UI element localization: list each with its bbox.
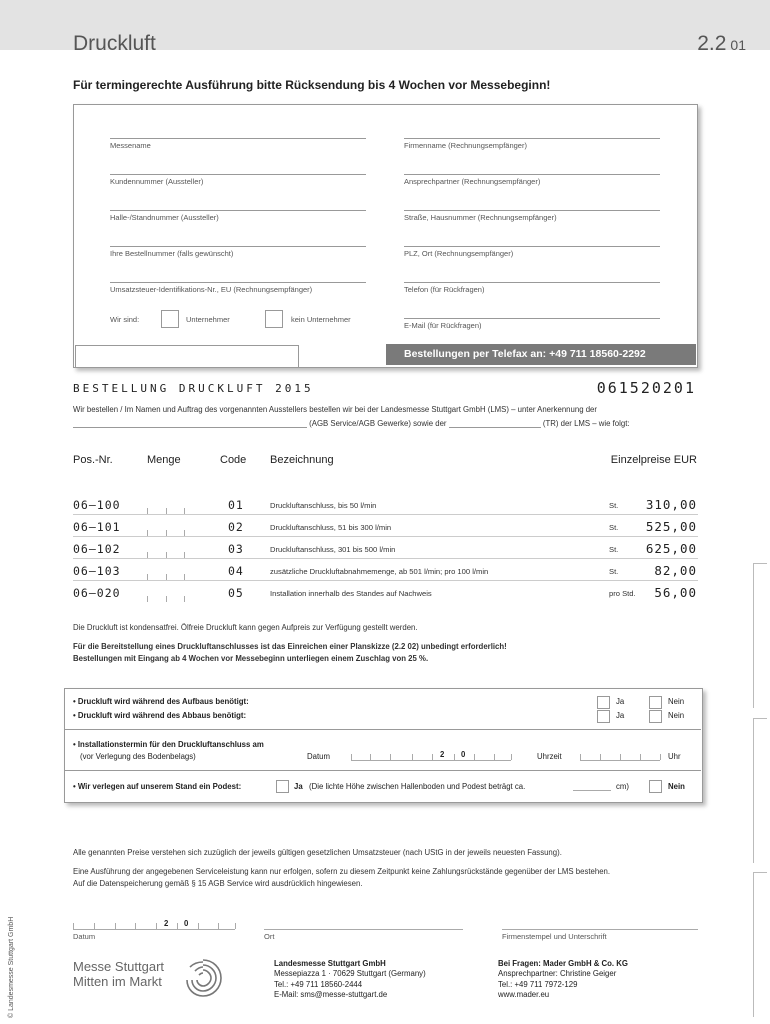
table-row-unit: pro Std. [609,589,636,598]
options-divider [64,770,701,771]
podest-note: (Die lichte Höhe zwischen Hallenboden und Podest beträgt ca. [309,782,526,791]
table-row-unit: St. [609,523,619,532]
table-row-pos: 06–102 [73,542,121,556]
menge-tick[interactable] [184,508,185,514]
install-datum-label: Datum [307,752,330,761]
agb-field[interactable] [73,418,307,428]
menge-tick[interactable] [147,596,148,602]
note-zuschlag: Bestellungen mit Eingang ab 4 Wochen vor Messebeginn unterliegen einem Zuschlag von 25 %. [73,654,429,663]
table-row-code: 01 [228,498,244,512]
sig-date-tick [135,923,136,929]
sig-date-tick [115,923,116,929]
abbau-nein-checkbox[interactable] [649,710,662,723]
margin-bracket-cap [753,718,767,719]
podest-ja-label: Ja [294,782,303,791]
menge-tick[interactable] [184,552,185,558]
sig-year-digit: 0 [184,919,189,928]
stempel-label: Firmenstempel und Unterschrift [502,932,607,941]
footer-vat: Alle genannten Preise verstehen sich zuzüglich der jeweils gültigen gesetzlichen Umsatzsteuer (nach UStG in der jeweils neuesten Fassung). [73,848,562,857]
table-row-pos: 06–103 [73,564,121,578]
table-row-price: 310,00 [645,497,697,512]
aufbau-label: • Druckluft wird während des Aufbaus benötigt: [73,697,249,706]
menge-tick[interactable] [147,552,148,558]
date-tick [474,754,475,760]
row-divider [73,536,698,537]
aufbau-nein-label: Nein [668,697,685,706]
page-number [697,32,746,56]
field-line[interactable] [110,282,366,283]
table-row-pos: 06–100 [73,498,121,512]
field-label-strasse: Straße, Hausnummer (Rechnungsempfänger) [404,213,557,222]
table-row-code: 04 [228,564,244,578]
page-title: Druckluft [73,32,156,55]
sig-date-tick [218,923,219,929]
time-tick [640,754,641,760]
menge-tick[interactable] [166,552,167,558]
order-number: 061520201 [596,379,696,397]
sig-date-tick [73,923,74,929]
table-row-code: 05 [228,586,244,600]
table-row-price: 525,00 [645,519,697,534]
kein-unternehmer-checkbox[interactable] [265,310,283,328]
table-row-price: 82,00 [654,563,697,578]
field-label-ustid: Umsatzsteuer-Identifikations-Nr., EU (Rechnungsempfänger) [110,285,313,294]
footer-payment: Eine Ausführung der angegebenen Serviceleistung kann nur erfolgen, sofern zu diesem Zeitpunkt keine Zahlungsrückstände gegenüber der LMS bestehen. [73,867,611,876]
order-intro: Wir bestellen / Im Namen und Auftrag des vorgenannten Ausstellers bestellen wir bei der Landesmesse Stuttgart GmbH (LMS) – unter Anerkennung der [73,405,597,414]
install-sub: (vor Verlegung des Bodenbelags) [80,752,196,761]
menge-tick[interactable] [147,508,148,514]
uhr-label: Uhr [668,752,681,761]
field-label-messename: Messename [110,141,151,150]
date-tick [351,754,352,760]
fax-bar: Bestellungen per Telefax an: +49 711 18560-2292 [386,344,696,365]
sig-date-tick [198,923,199,929]
menge-tick[interactable] [166,596,167,602]
margin-bracket [753,563,754,708]
abbau-nein-label: Nein [668,711,685,720]
table-row-desc: Druckluftanschluss, 301 bis 500 l/min [270,545,396,554]
order-number-box[interactable] [75,345,299,368]
date-tick [454,754,455,760]
mader-contact [498,959,628,1000]
ort-label: Ort [264,932,275,941]
col-header-menge: Menge [147,454,181,466]
col-header-bezeichnung: Bezeichnung [270,454,334,466]
lms-address: Messepiazza 1 · 70629 Stuttgart (Germany) [274,969,426,979]
deadline-notice: Für termingerechte Ausführung bitte Rücksendung bis 4 Wochen vor Messebeginn! [73,78,551,92]
table-row-unit: St. [609,545,619,554]
order-intro-line2 [73,418,630,428]
footer-data: Auf die Datenspeicherung gemäß § 15 AGB Service wird ausdrücklich hingewiesen. [73,879,363,888]
wir-sind-label: Wir sind: [110,315,140,324]
podest-ja-checkbox[interactable] [276,780,289,793]
menge-tick[interactable] [184,596,185,602]
field-line[interactable] [404,246,660,247]
table-row-price: 56,00 [654,585,697,600]
table-row-desc: zusätzliche Druckluftabnahmemenge, ab 501 l/min; pro 100 l/min [270,567,489,576]
mader-web[interactable]: www.mader.eu [498,989,550,999]
abbau-ja-label: Ja [616,711,625,720]
sig-date-tick [156,923,157,929]
uhrzeit-label: Uhrzeit [537,752,562,761]
note-planskizze: Für die Bereitstellung eines Druckluftanschlusses ist das Einreichen einer Planskizze (2.2 02) unbedingt erforderlich! [73,642,507,651]
order-title: BESTELLUNG DRUCKLUFT 2015 [73,382,314,395]
aufbau-nein-checkbox[interactable] [649,696,662,709]
stempel-field[interactable] [502,929,698,930]
agb-text: (AGB Service/AGB Gewerke) sowie der [309,419,447,428]
brand-slogan: Mitten im Markt [73,974,162,989]
cm-label: cm) [616,782,629,791]
margin-bracket [753,718,754,863]
field-label-kundennummer: Kundennummer (Aussteller) [110,177,204,186]
aufbau-ja-checkbox[interactable] [597,696,610,709]
field-line[interactable] [404,318,660,319]
field-line[interactable] [110,246,366,247]
lms-contact [274,959,426,1000]
date-tick [432,754,433,760]
table-row-code: 03 [228,542,244,556]
field-line[interactable] [404,282,660,283]
sig-date-tick [94,923,95,929]
signature-date-field[interactable] [73,929,235,930]
date-tick [494,754,495,760]
menge-tick[interactable] [184,574,185,580]
sig-date-tick [235,923,236,929]
options-divider [64,729,701,730]
field-label-standnummer: Halle-/Standnummer (Aussteller) [110,213,219,222]
tr-text: (TR) der LMS – wie folgt: [542,419,630,428]
field-line[interactable] [110,210,366,211]
podest-nein-checkbox[interactable] [649,780,662,793]
lms-name: Landesmesse Stuttgart GmbH [274,959,386,968]
row-divider [73,558,698,559]
menge-tick[interactable] [184,530,185,536]
field-label-firmenname: Firmenname (Rechnungsempfänger) [404,141,527,150]
sig-year-digit: 2 [164,919,169,928]
abbau-ja-checkbox[interactable] [597,710,610,723]
col-header-preis: Einzelpreise EUR [610,454,697,466]
field-label-email: E-Mail (für Rückfragen) [404,321,482,330]
tr-field[interactable] [449,418,541,428]
field-label-telefon: Telefon (für Rückfragen) [404,285,485,294]
podest-label: • Wir verlegen auf unserem Stand ein Podest: [73,782,242,791]
col-header-code: Code [220,454,247,466]
table-row-desc: Druckluftanschluss, bis 50 l/min [270,501,377,510]
menge-tick[interactable] [147,530,148,536]
install-date-field[interactable] [351,760,511,761]
row-divider [73,514,698,515]
uhrzeit-field[interactable] [580,760,660,761]
year-digit: 0 [461,750,466,759]
mader-tel: Tel.: +49 711 7972-129 [498,979,578,989]
brand-name: Messe Stuttgart [73,959,165,974]
field-line[interactable] [110,138,366,139]
table-row-pos: 06–101 [73,520,121,534]
page-number-sub: 01 [730,37,746,53]
menge-tick[interactable] [166,508,167,514]
install-title: • Installationstermin für den Druckluftanschluss am [73,740,264,749]
table-row-unit: St. [609,567,619,576]
unternehmer-checkbox[interactable] [161,310,179,328]
time-tick [580,754,581,760]
customer-form [73,104,698,368]
date-tick [412,754,413,760]
date-tick [390,754,391,760]
mader-name: Bei Fragen: Mader GmbH & Co. KG [498,959,628,968]
field-line[interactable] [404,138,660,139]
podest-nein-label: Nein [668,782,685,791]
field-line[interactable] [404,174,660,175]
time-tick [660,754,661,760]
margin-bracket-cap [753,563,767,564]
time-tick [600,754,601,760]
date-tick [370,754,371,760]
note-condensate: Die Druckluft ist kondensatfrei. Ölfreie Druckluft kann gegen Aufpreis zur Verfügung gestellt werden. [73,623,418,632]
table-row-price: 625,00 [645,541,697,556]
page-number-main: 2.2 [697,32,727,55]
aufbau-ja-label: Ja [616,697,625,706]
mader-person: Ansprechpartner: Christine Geiger [498,969,617,979]
field-label-bestellnummer: Ihre Bestellnummer (falls gewünscht) [110,249,234,258]
podest-height-field[interactable] [573,790,611,791]
field-line[interactable] [404,210,660,211]
row-divider [73,580,698,581]
sig-date-tick [177,923,178,929]
field-label-plz-ort: PLZ, Ort (Rechnungsempfänger) [404,249,514,258]
time-tick [620,754,621,760]
date-tick [511,754,512,760]
table-row-code: 02 [228,520,244,534]
ort-field[interactable] [264,929,463,930]
menge-tick[interactable] [166,574,167,580]
sig-datum-label: Datum [73,932,96,941]
year-digit: 2 [440,750,445,759]
menge-tick[interactable] [166,530,167,536]
menge-tick[interactable] [147,574,148,580]
copyright: © Landesmesse Stuttgart GmbH [8,916,15,1018]
table-row-desc: Installation innerhalb des Standes auf Nachweis [270,589,432,598]
margin-bracket [753,872,754,1017]
messe-logo-icon [182,957,224,999]
margin-bracket-cap [753,872,767,873]
abbau-label: • Druckluft wird während des Abbaus benötigt: [73,711,247,720]
lms-email[interactable]: E-Mail: sms@messe-stuttgart.de [274,989,388,999]
table-row-pos: 06–020 [73,586,121,600]
kein-unternehmer-label: kein Unternehmer [291,315,351,324]
unternehmer-label: Unternehmer [186,315,230,324]
table-row-unit: St. [609,501,619,510]
col-header-pos: Pos.-Nr. [73,454,113,466]
field-line[interactable] [110,174,366,175]
lms-tel: Tel.: +49 711 18560-2444 [274,979,363,989]
field-label-ansprechpartner: Ansprechpartner (Rechnungsempfänger) [404,177,541,186]
table-row-desc: Druckluftanschluss, 51 bis 300 l/min [270,523,392,532]
